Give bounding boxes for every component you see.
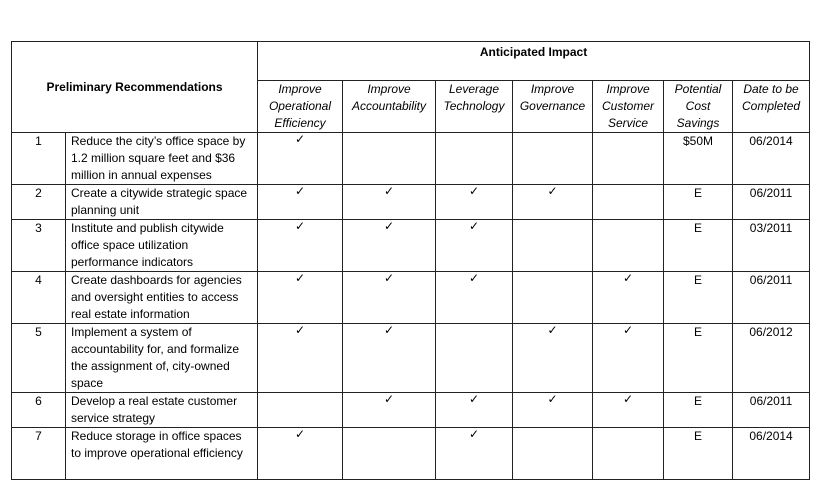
impact-cell [343,133,436,185]
column-header-line: Date to be [743,82,799,96]
impact-cell [258,272,343,324]
table-row [12,393,810,428]
impact-cell [593,272,664,324]
impact-cell [513,324,593,393]
checkmark-icon: ✓ [383,184,395,198]
potential-cost-savings-cell: E [664,324,733,393]
potential-cost-savings-cell: E [664,185,733,220]
row-number: 6 [12,393,66,428]
completion-date-cell: 06/2011 [733,272,810,324]
improve-operational-efficiency-header [258,81,343,133]
column-header-line: Cost [685,99,711,113]
checkmark-icon: ✓ [383,392,395,406]
checkmark-icon: ✓ [294,184,306,198]
improve-accountability-header [343,81,436,133]
checkmark-icon: ✓ [468,271,480,285]
column-header-line: Efficiency [274,116,326,130]
impact-cell [593,220,664,272]
checkmark-icon: ✓ [294,323,306,337]
checkmark-icon: ✓ [294,219,306,233]
improve-customer-service-header [593,81,664,133]
column-header-line: Improve [606,82,650,96]
column-header-line: Improve [367,82,411,96]
impact-cell [436,220,513,272]
impact-cell [258,324,343,393]
row-number: 5 [12,324,66,393]
impact-cell [513,393,593,428]
impact-cell [593,133,664,185]
recommendation-text: Institute and publish citywide office space utilization performance indicators [66,220,258,272]
improve-governance-header [513,81,593,133]
table-row [12,220,810,272]
impact-cell [513,220,593,272]
potential-cost-savings-cell: E [664,272,733,324]
column-header-line: Leverage [448,82,500,96]
checkmark-icon: ✓ [468,392,480,406]
impact-cell [258,133,343,185]
impact-cell [343,185,436,220]
impact-cell [436,133,513,185]
impact-cell [343,324,436,393]
impact-cell [258,185,343,220]
impact-cell [593,185,664,220]
impact-cell [513,185,593,220]
potential-cost-savings-cell: E [664,393,733,428]
checkmark-icon: ✓ [294,271,306,285]
completion-date-cell: 06/2012 [733,324,810,393]
completion-date-cell: 06/2014 [733,133,810,185]
preliminary-recommendations-header: Preliminary Recommendations [12,42,258,133]
checkmark-icon: ✓ [547,184,558,198]
impact-cell [436,272,513,324]
impact-cell [436,185,513,220]
checkmark-icon: ✓ [383,271,395,285]
recommendations-table-wrapper [11,41,809,480]
column-header-line: Accountability [351,99,427,113]
potential-cost-savings-cell: E [664,428,733,480]
checkmark-icon: ✓ [294,132,306,146]
impact-cell [258,428,343,480]
date-to-be-completed-header [733,81,810,133]
checkmark-icon: ✓ [622,271,634,285]
recommendations-body [12,133,810,480]
table-row [12,133,810,185]
potential-cost-savings-cell: E [664,220,733,272]
impact-cell [593,428,664,480]
potential-cost-savings-cell: $50M [664,133,733,185]
table-row [12,272,810,324]
checkmark-icon: ✓ [622,323,634,337]
completion-date-cell: 03/2011 [733,220,810,272]
recommendations-table [11,41,810,480]
completion-date-cell: 06/2011 [733,393,810,428]
recommendation-text: Implement a system of accountability for, and formalize the assignment of, city-owned space [66,324,258,393]
impact-cell [436,393,513,428]
checkmark-icon: ✓ [383,219,395,233]
completion-date-cell: 06/2011 [733,185,810,220]
row-number: 7 [12,428,66,480]
column-header-line: Service [607,116,648,130]
checkmark-icon: ✓ [468,427,480,441]
impact-cell [258,393,343,428]
leverage-technology-header [436,81,513,133]
impact-cell [513,428,593,480]
column-header-line: Completed [742,99,801,113]
row-number: 3 [12,220,66,272]
anticipated-impact-header: Anticipated Impact [258,42,810,81]
impact-cell [258,220,343,272]
recommendation-text: Create dashboards for agencies and oversight entities to access real estate information [66,272,258,324]
impact-cell [436,428,513,480]
column-header-line: Improve [530,82,575,96]
table-row [12,428,810,480]
impact-cell [343,428,436,480]
checkmark-icon: ✓ [547,392,558,406]
column-header-line: Operational [268,99,332,113]
recommendation-text: Reduce the city’s office space by 1.2 million square feet and $36 million in annual expenses [66,133,258,185]
row-number: 2 [12,185,66,220]
table-row [12,324,810,393]
completion-date-cell: 06/2014 [733,428,810,480]
column-header-line: Customer [601,99,654,113]
potential-cost-savings-header [664,81,733,133]
column-header-line: Improve [278,82,322,96]
impact-cell [436,324,513,393]
impact-cell [343,393,436,428]
checkmark-icon: ✓ [468,184,480,198]
checkmark-icon: ✓ [383,323,395,337]
recommendation-text: Create a citywide strategic space planning unit [66,185,258,220]
impact-cell [343,272,436,324]
impact-cell [343,220,436,272]
checkmark-icon: ✓ [622,392,634,406]
checkmark-icon: ✓ [468,219,480,233]
checkmark-icon: ✓ [547,323,558,337]
row-number: 4 [12,272,66,324]
table-row [12,185,810,220]
impact-cell [513,272,593,324]
impact-cell [513,133,593,185]
column-header-line: Governance [519,99,586,113]
column-header-line: Savings [676,116,720,130]
impact-cell [593,393,664,428]
recommendation-text: Develop a real estate customer service strategy [66,393,258,428]
row-number: 1 [12,133,66,185]
column-header-line: Technology [443,99,505,113]
impact-cell [593,324,664,393]
column-header-line: Potential [674,82,722,96]
checkmark-icon: ✓ [294,427,306,441]
recommendation-text: Reduce storage in office spaces to improve operational efficiency [66,428,258,480]
